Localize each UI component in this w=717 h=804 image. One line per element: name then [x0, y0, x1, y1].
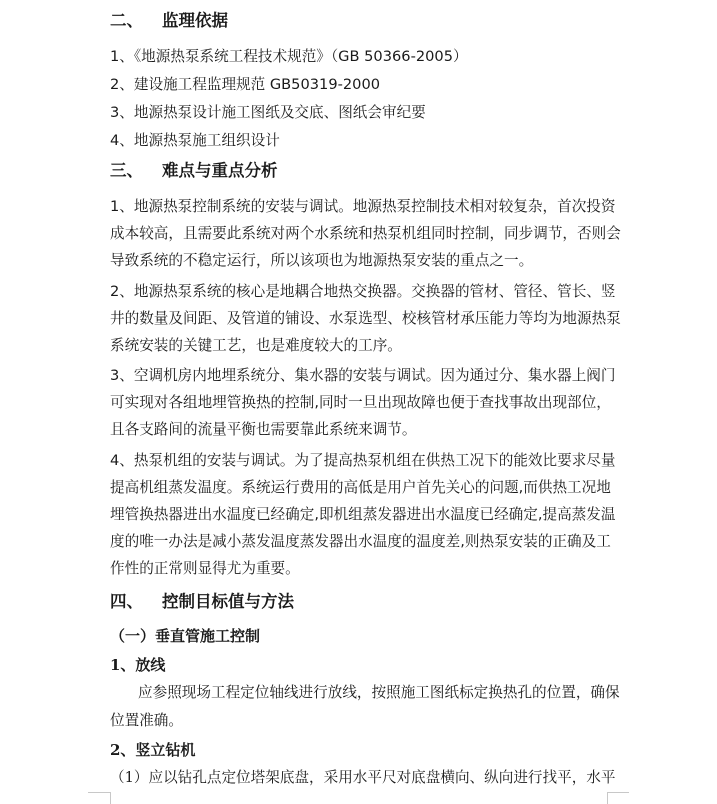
paragraph-line: 提高机组蒸发温度。系统运行费用的高低是用户首先关心的问题,而供热工况地 — [110, 479, 611, 496]
section-title: 监理依据 — [162, 11, 228, 30]
paragraph-line: 应参照现场工程定位轴线进行放线，按照施工图纸标定换热孔的位置，确保 — [138, 684, 620, 701]
paragraph-line: 成本较高，且需要此系统对两个水系统和热泵机组同时控制，同步调节，否则会 — [110, 225, 621, 242]
subsection-heading: （一）垂直管施工控制 — [110, 627, 261, 645]
paragraph-line: 4、热泵机组的安装与调试。为了提高热泵机组在供热工况下的能效比要求尽量 — [110, 452, 616, 469]
section-heading-4 — [110, 592, 294, 612]
item-heading: 2、竖立钻机 — [110, 741, 196, 759]
crop-mark — [607, 792, 629, 793]
paragraph-line: 位置准确。 — [110, 712, 183, 729]
paragraph-line: 度的唯一办法是减小蒸发温度蒸发器出水温度的温度差,则热泵安装的正确及工 — [110, 533, 611, 550]
paragraph-line: 3、空调机房内地埋系统分、集水器的安装与调试。因为通过分、集水器上阀门 — [110, 367, 616, 384]
section-number: 二、 — [110, 11, 143, 30]
paragraph-line: 井的数量及间距、及管道的铺设、水泵选型、校核管材承压能力等均为地源热泵 — [110, 310, 621, 327]
section-number: 三、 — [110, 161, 143, 180]
paragraph-line: 且各支路间的流量平衡也需要靠此系统来调节。 — [110, 421, 417, 438]
section-title: 控制目标值与方法 — [162, 592, 294, 611]
section-number: 四、 — [110, 592, 143, 611]
section-heading-2 — [110, 11, 228, 31]
paragraph-line: 系统安装的关键工艺，也是难度较大的工序。 — [110, 337, 402, 354]
crop-mark — [607, 792, 608, 804]
paragraph-line: 2、地源热泵系统的核心是地耦合地热交换器。交换器的管材、管径、管长、竖 — [110, 283, 616, 300]
item-heading: 1、放线 — [110, 656, 166, 674]
paragraph-line: 埋管换热器进出水温度已经确定,即机组蒸发器进出水温度已经确定,提高蒸发温 — [110, 506, 616, 523]
basis-item: 4、地源热泵施工组织设计 — [110, 132, 280, 149]
crop-mark — [110, 792, 111, 804]
paragraph-line: 作性的正常则显得尤为重要。 — [110, 560, 300, 577]
paragraph-line: （1）应以钻孔点定位塔架底盘，采用水平尺对底盘横向、纵向进行找平，水平 — [110, 769, 616, 786]
crop-mark — [88, 792, 110, 793]
section-heading-3 — [110, 161, 278, 181]
paragraph-line: 1、地源热泵控制系统的安装与调试。地源热泵控制技术相对较复杂，首次投资 — [110, 198, 616, 215]
section-title: 难点与重点分析 — [162, 161, 278, 180]
basis-item: 3、地源热泵设计施工图纸及交底、图纸会审纪要 — [110, 104, 426, 121]
basis-item: 2、建设施工程监理规范 GB50319-2000 — [110, 76, 381, 93]
paragraph-line: 可实现对各组地埋管换热的控制,同时一旦出现故障也便于查找事故出现部位， — [110, 394, 611, 411]
paragraph-line: 导致系统的不稳定运行，所以该项也为地源热泵安装的重点之一。 — [110, 252, 534, 269]
basis-item: 1、《地源热泵系统工程技术规范》（GB 50366-2005） — [110, 48, 468, 65]
